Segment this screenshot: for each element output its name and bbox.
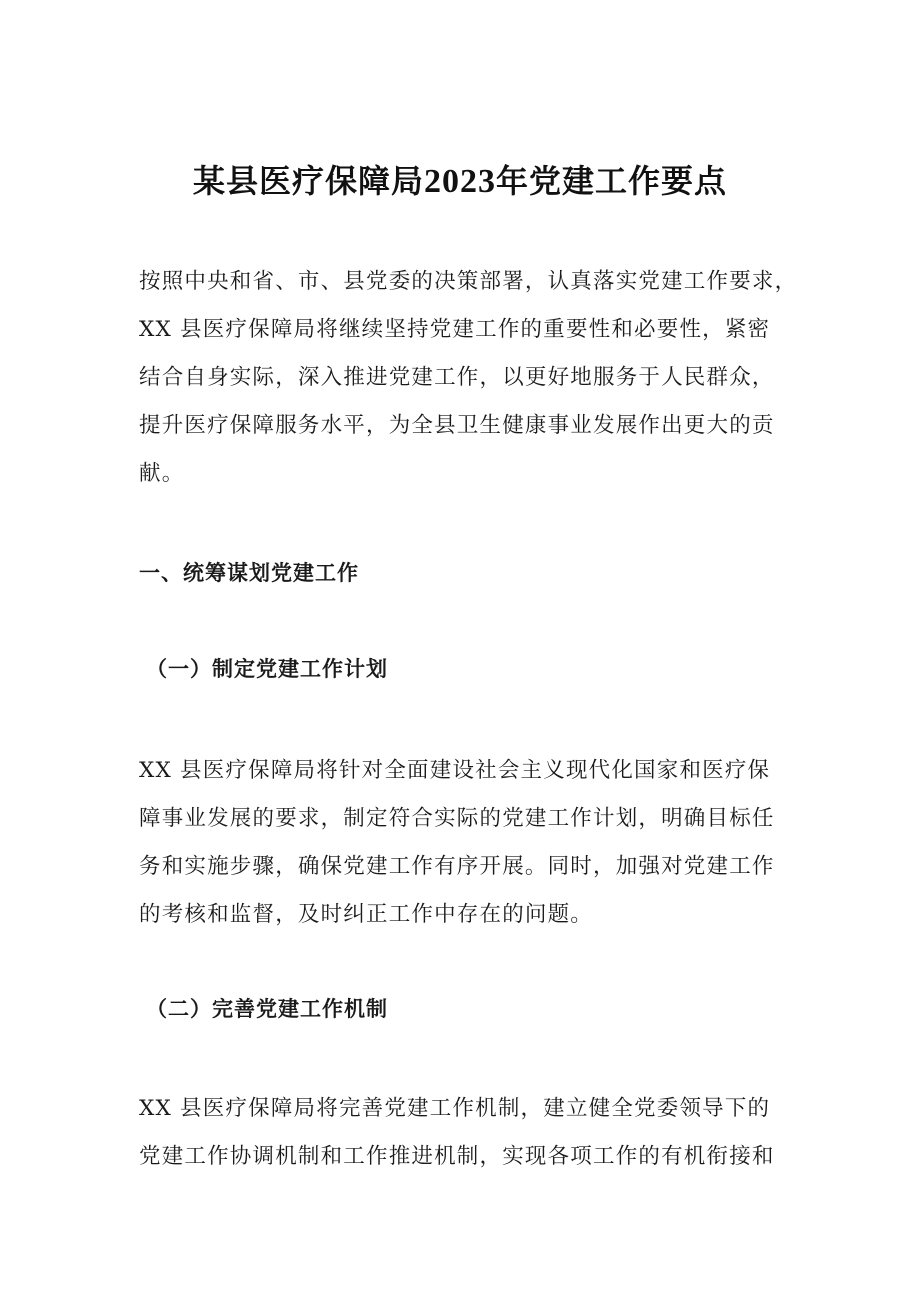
paragraph-line: 障事业发展的要求，制定符合实际的党建工作计划，明确目标任 bbox=[139, 806, 775, 831]
paragraph-line: 务和实施步骤，确保党建工作有序开展。同时，加强对党建工作 bbox=[139, 854, 775, 879]
intro-paragraph bbox=[139, 258, 798, 498]
paragraph-line: 的考核和监督，及时纠正工作中存在的问题。 bbox=[139, 902, 594, 927]
subsection-heading: （一）制定党建工作计划 bbox=[146, 656, 388, 681]
paragraph-line: 党建工作协调机制和工作推进机制，实现各项工作的有机衔接和 bbox=[139, 1144, 775, 1169]
paragraph-line: 提升医疗保障服务水平，为全县卫生健康事业发展作出更大的贡 bbox=[139, 413, 775, 438]
subsection-paragraph bbox=[139, 1085, 789, 1181]
paragraph-line: 献。 bbox=[139, 461, 185, 486]
subsection-heading: （二）完善党建工作机制 bbox=[146, 996, 388, 1021]
page-title bbox=[0, 159, 920, 204]
paragraph-line: 结合自身实际，深入推进党建工作，以更好地服务于人民群众， bbox=[139, 365, 775, 390]
title-year: 2023 bbox=[424, 163, 496, 201]
paragraph-line: XX 县医疗保障局将完善党建工作机制，建立健全党委领导下的 bbox=[139, 1096, 771, 1121]
title-prefix: 某县医疗保障局 bbox=[192, 162, 424, 201]
section-heading: 一、统筹谋划党建工作 bbox=[139, 560, 359, 585]
title-suffix: 年党建工作要点 bbox=[496, 162, 728, 201]
subsection-paragraph bbox=[139, 747, 789, 939]
paragraph-line: 按照中央和省、市、县党委的决策部署，认真落实党建工作要求， bbox=[139, 269, 798, 294]
paragraph-line: XX 县医疗保障局将继续坚持党建工作的重要性和必要性，紧密 bbox=[139, 317, 771, 342]
paragraph-line: XX 县医疗保障局将针对全面建设社会主义现代化国家和医疗保 bbox=[139, 758, 771, 783]
